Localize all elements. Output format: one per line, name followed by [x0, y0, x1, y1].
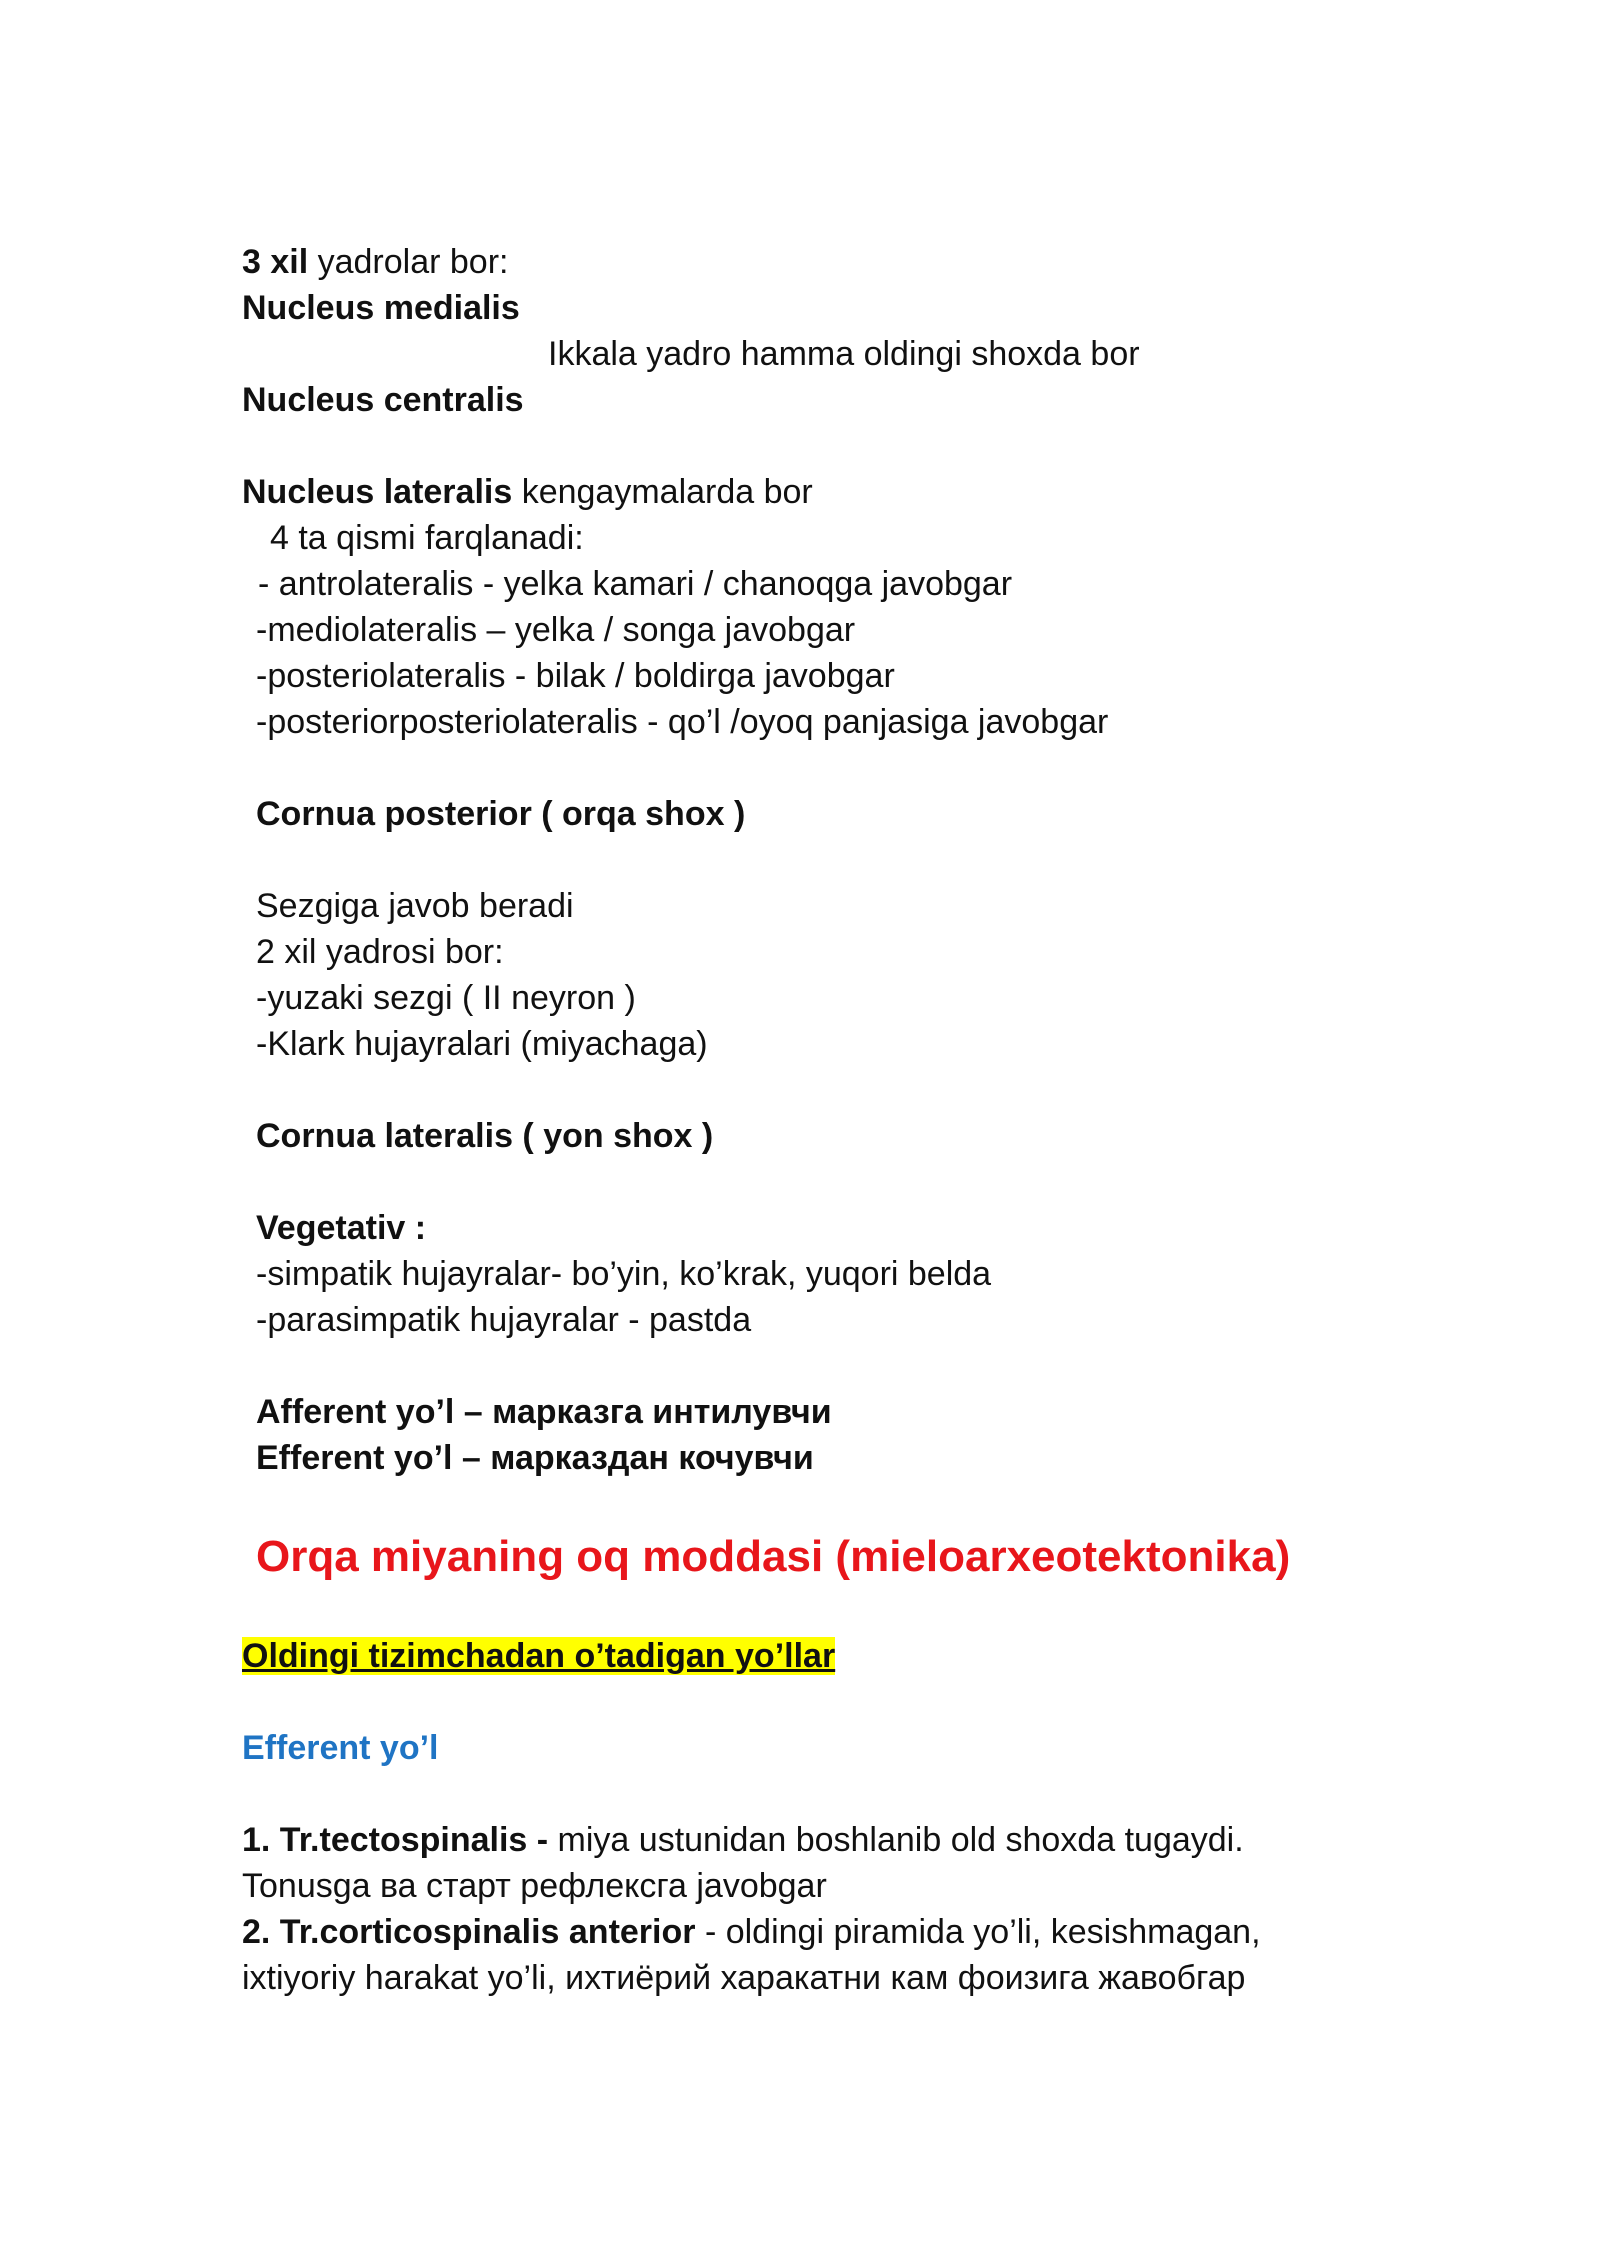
tract-2-line-2: ixtiyoriy harakat yo’li, ихтиёрий харакатни кам фоизига жавобгар [242, 1959, 1246, 1997]
vegetativ-heading: Vegetativ : [256, 1209, 427, 1247]
sensory-text: Sezgiga javob beradi [256, 887, 574, 925]
nucleus-medialis: Nucleus medialis [242, 289, 520, 327]
lateralis-rest: kengaymalarda bor [512, 473, 813, 511]
list-item: -mediolateralis – yelka / songa javobgar [256, 611, 856, 649]
list-item: -Klark hujayralari (miyachaga) [256, 1025, 708, 1063]
intro-bold: 3 xil [242, 243, 309, 281]
list-item: -parasimpatik hujayralar - pastda [256, 1301, 752, 1339]
list-item: -posteriolateralis - bilak / boldirga javobgar [256, 657, 895, 695]
intro-line [242, 241, 509, 283]
both-nuclei-note: Ikkala yadro hamma oldingi shoxda bor [548, 335, 1140, 373]
list-item: - antrolateralis - yelka kamari / chanoqga javobgar [258, 565, 1013, 603]
nucleus-lateralis-line [242, 471, 813, 513]
tract-2-desc: - oldingi piramida yo’li, kesishmagan, [695, 1913, 1261, 1951]
section-title: Orqa miyaning oq moddasi (mieloarxeotektonika) [256, 1532, 1291, 1581]
parts-count: 4 ta qismi farqlanadi: [270, 519, 584, 557]
efferent-line: Efferent yo’l – марказдан кочувчи [256, 1439, 814, 1477]
list-item: -simpatik hujayralar- bo’yin, ko’krak, yuqori belda [256, 1255, 992, 1293]
subsection-heading: Oldingi tizimchadan o’tadigan yo’llar [242, 1637, 836, 1675]
tract-1-desc: miya ustunidan boshlanib old shoxda tugaydi. [548, 1821, 1244, 1859]
list-item: -posteriorposteriolateralis - qo’l /oyoq panjasiga javobgar [256, 703, 1109, 741]
tract-1-line [242, 1819, 1244, 1861]
nucleus-centralis: Nucleus centralis [242, 381, 524, 419]
efferent-heading: Efferent yo’l [242, 1729, 439, 1767]
afferent-line: Afferent yo’l – марказга интилувчи [256, 1393, 832, 1431]
tract-2-name: 2. Tr.corticospinalis anterior [242, 1913, 696, 1951]
nucleus-lateralis: Nucleus lateralis [242, 473, 513, 511]
tract-2-line [242, 1911, 1261, 1953]
cornua-lateralis-heading: Cornua lateralis ( yon shox ) [256, 1117, 714, 1155]
tract-1-line-2: Tonusga ва старт рефлексга javobgar [242, 1867, 827, 1905]
tract-1-name: 1. Tr.tectospinalis - [242, 1821, 549, 1859]
list-item: -yuzaki sezgi ( II neyron ) [256, 979, 636, 1017]
intro-rest: yadrolar bor: [308, 243, 509, 281]
subsection-line [242, 1635, 835, 1677]
cornua-posterior-heading: Cornua posterior ( orqa shox ) [256, 795, 746, 833]
two-nuclei-text: 2 xil yadrosi bor: [256, 933, 504, 971]
